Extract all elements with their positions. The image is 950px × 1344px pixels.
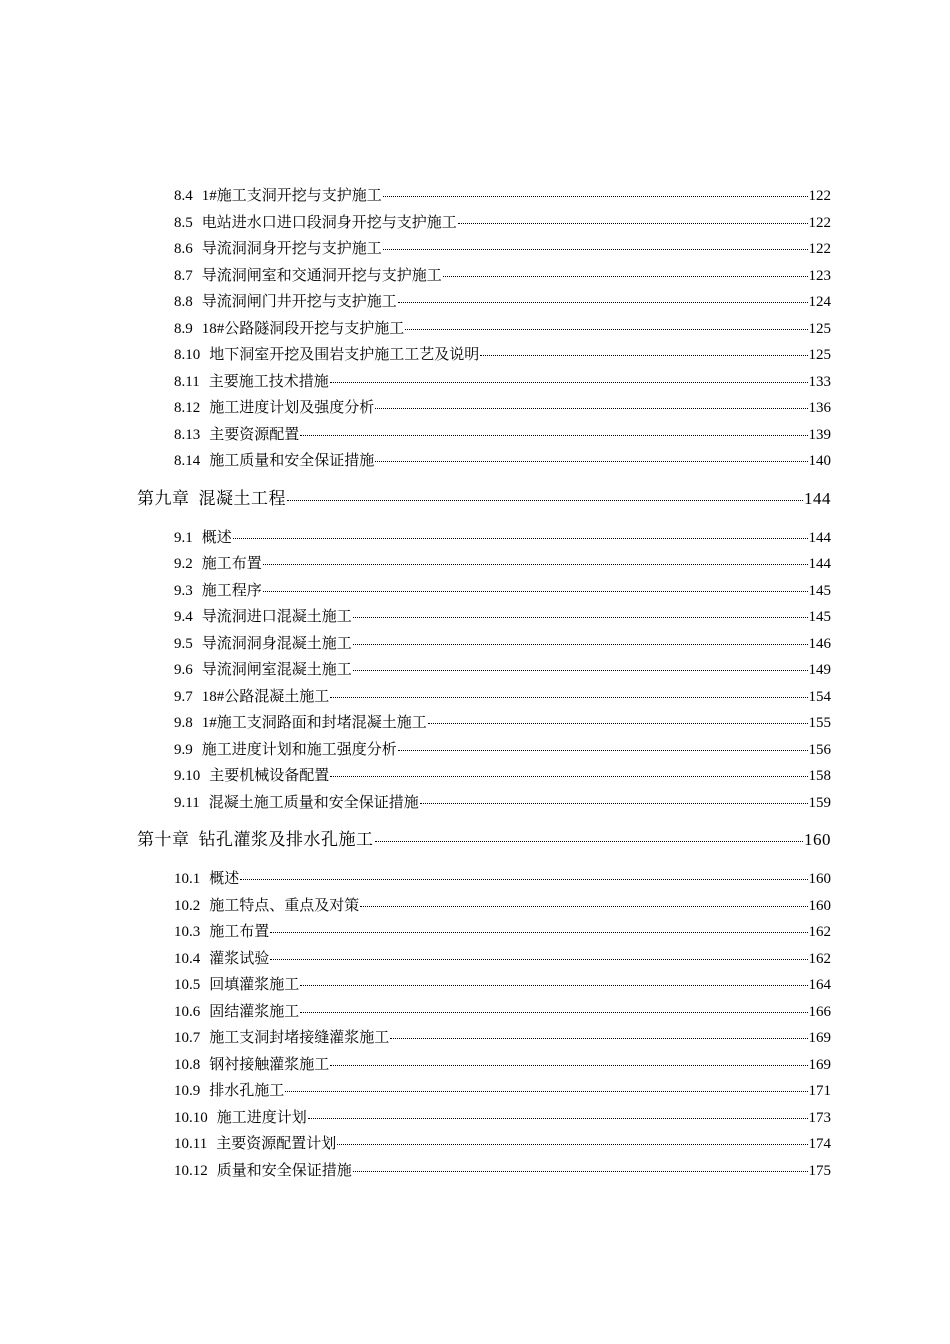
dot-leader	[287, 500, 803, 501]
entry-title: 施工程序	[201, 582, 262, 599]
dot-leader	[428, 723, 808, 724]
dot-leader	[443, 276, 808, 277]
entry-title: 导流洞闸室混凝土施工	[201, 662, 352, 678]
toc-section-entry[interactable]	[0, 343, 950, 370]
toc-section-entry[interactable]	[0, 423, 950, 450]
dot-leader	[375, 408, 807, 409]
toc-section-entry[interactable]	[0, 764, 950, 791]
dot-leader	[285, 1091, 807, 1092]
entry-title: 地下洞室开挖及围岩支护施工工艺及说明	[209, 347, 480, 363]
entry-page-number: 166	[808, 1003, 831, 1020]
entry-page-number: 169	[808, 1030, 831, 1046]
entry-title: 混凝土工程	[198, 488, 286, 508]
entry-number: 9.3	[174, 582, 193, 599]
entry-number: 8.5	[174, 214, 193, 231]
dot-leader	[300, 435, 807, 436]
dot-leader	[398, 750, 808, 751]
entry-number: 第九章	[137, 488, 190, 508]
entry-page-number: 162	[808, 924, 831, 940]
entry-title: 概述	[201, 529, 232, 546]
entry-title: 电站进水口进口段洞身开挖与支护施工	[201, 214, 457, 231]
entry-title: 回填灌浆施工	[209, 977, 300, 993]
entry-title: 排水孔施工	[209, 1083, 285, 1099]
dot-leader	[480, 355, 807, 356]
entry-title: 导流洞进口混凝土施工	[201, 609, 352, 625]
toc-section-entry[interactable]	[0, 1026, 950, 1053]
dot-leader	[300, 1012, 807, 1013]
toc-section-entry[interactable]	[0, 552, 950, 579]
entry-title: 18#公路混凝土施工	[201, 688, 330, 705]
toc-section-entry[interactable]	[0, 894, 950, 921]
dot-leader	[337, 1144, 807, 1145]
entry-number: 8.9	[174, 320, 193, 337]
entry-page-number: 140	[808, 453, 831, 469]
dot-leader	[308, 1118, 808, 1119]
dot-leader	[353, 644, 808, 645]
dot-leader	[330, 1065, 807, 1066]
dot-leader	[360, 906, 807, 907]
entry-page-number: 146	[808, 635, 831, 652]
entry-number: 9.6	[174, 662, 193, 678]
entry-page-number: 160	[808, 871, 831, 887]
toc-section-entry[interactable]	[0, 658, 950, 685]
entry-number: 9.2	[174, 556, 193, 572]
entry-title: 导流洞闸室和交通洞开挖与支护施工	[201, 267, 442, 284]
entry-number: 8.13	[174, 426, 201, 443]
toc-section-entry[interactable]	[0, 632, 950, 659]
entry-page-number: 171	[808, 1083, 831, 1099]
toc-section-entry[interactable]	[0, 370, 950, 397]
entry-page-number: 173	[808, 1109, 831, 1126]
entry-page-number: 144	[808, 556, 831, 572]
entry-number: 10.8	[174, 1056, 201, 1073]
dot-leader	[233, 538, 808, 539]
entry-number: 9.8	[174, 715, 193, 731]
dot-leader	[330, 697, 807, 698]
dot-leader	[270, 959, 807, 960]
entry-title: 灌浆试验	[209, 950, 270, 967]
toc-section-entry[interactable]	[0, 1053, 950, 1080]
toc-chapter-entry[interactable]	[0, 825, 950, 851]
toc-section-entry[interactable]	[0, 1079, 950, 1106]
entry-number: 第十章	[137, 830, 190, 849]
entry-number: 10.2	[174, 897, 201, 914]
entry-title: 导流洞闸门井开挖与支护施工	[201, 294, 397, 310]
dot-leader	[390, 1038, 807, 1039]
dot-leader	[353, 670, 808, 671]
entry-number: 8.8	[174, 294, 193, 310]
dot-leader	[353, 1171, 808, 1172]
entry-title: 质量和安全保证措施	[216, 1162, 352, 1179]
entry-page-number: 158	[808, 768, 831, 784]
entry-number: 8.4	[174, 188, 193, 204]
toc-section-entry[interactable]	[0, 947, 950, 974]
entry-number: 10.9	[174, 1083, 201, 1099]
entry-page-number: 144	[808, 529, 831, 546]
dot-leader	[458, 223, 808, 224]
entry-page-number: 122	[808, 188, 831, 204]
table-of-contents	[0, 184, 950, 1185]
entry-number: 9.11	[174, 794, 200, 811]
dot-leader	[375, 461, 807, 462]
entry-title: 混凝土施工质量和安全保证措施	[208, 794, 419, 811]
entry-title: 导流洞洞身混凝土施工	[201, 635, 352, 652]
entry-number: 10.11	[174, 1136, 208, 1152]
toc-section-entry[interactable]	[0, 526, 950, 553]
entry-page-number: 174	[808, 1136, 831, 1152]
toc-section-entry[interactable]	[0, 791, 950, 818]
entry-page-number: 160	[808, 897, 831, 914]
entry-title: 施工进度计划	[216, 1109, 307, 1126]
toc-section-entry[interactable]	[0, 685, 950, 712]
dot-leader	[405, 329, 807, 330]
entry-page-number: 122	[808, 214, 831, 231]
entry-number: 9.4	[174, 609, 193, 625]
entry-number: 9.9	[174, 741, 193, 758]
entry-number: 8.12	[174, 400, 201, 416]
dot-leader	[270, 932, 807, 933]
toc-section-entry[interactable]	[0, 237, 950, 264]
entry-number: 8.14	[174, 453, 201, 469]
entry-title: 施工进度计划和施工强度分析	[201, 741, 397, 758]
entry-number: 10.1	[174, 871, 201, 887]
entry-page-number: 156	[808, 741, 831, 758]
entry-number: 10.4	[174, 950, 201, 967]
entry-title: 施工特点、重点及对策	[209, 897, 360, 914]
toc-section-entry[interactable]	[0, 184, 950, 211]
entry-title: 导流洞洞身开挖与支护施工	[201, 241, 382, 257]
entry-number: 10.12	[174, 1162, 208, 1179]
dot-leader	[330, 382, 808, 383]
entry-page-number: 160	[804, 830, 831, 849]
entry-number: 8.11	[174, 373, 200, 390]
entry-number: 10.7	[174, 1030, 201, 1046]
entry-number: 9.10	[174, 768, 201, 784]
dot-leader	[330, 776, 807, 777]
entry-number: 9.5	[174, 635, 193, 652]
entry-page-number: 144	[804, 488, 831, 508]
entry-page-number: 123	[808, 267, 831, 284]
entry-page-number: 124	[808, 294, 831, 310]
entry-title: 固结灌浆施工	[209, 1003, 300, 1020]
entry-page-number: 145	[808, 582, 831, 599]
entry-number: 10.6	[174, 1003, 201, 1020]
entry-page-number: 175	[808, 1162, 831, 1179]
entry-page-number: 155	[808, 715, 831, 731]
dot-leader	[263, 564, 808, 565]
toc-section-entry[interactable]	[0, 396, 950, 423]
toc-section-entry[interactable]	[0, 290, 950, 317]
toc-section-entry[interactable]	[0, 605, 950, 632]
toc-section-entry[interactable]	[0, 211, 950, 238]
entry-title: 1#施工支洞开挖与支护施工	[201, 188, 382, 204]
entry-page-number: 136	[808, 400, 831, 416]
toc-section-entry[interactable]	[0, 317, 950, 344]
entry-page-number: 125	[808, 320, 831, 337]
entry-title: 钢衬接触灌浆施工	[209, 1056, 330, 1073]
entry-page-number: 122	[808, 241, 831, 257]
entry-page-number: 125	[808, 347, 831, 363]
toc-section-entry[interactable]	[0, 1106, 950, 1133]
entry-page-number: 162	[808, 950, 831, 967]
entry-number: 10.5	[174, 977, 201, 993]
toc-section-entry[interactable]	[0, 738, 950, 765]
entry-title: 1#施工支洞路面和封堵混凝土施工	[201, 715, 427, 731]
entry-page-number: 139	[808, 426, 831, 443]
toc-section-entry[interactable]	[0, 920, 950, 947]
toc-section-entry[interactable]	[0, 579, 950, 606]
toc-section-entry[interactable]	[0, 1159, 950, 1186]
entry-number: 9.1	[174, 529, 193, 546]
entry-title: 主要资源配置计划	[216, 1136, 337, 1152]
entry-page-number: 149	[808, 662, 831, 678]
entry-number: 8.7	[174, 267, 193, 284]
dot-leader	[383, 249, 808, 250]
entry-title: 主要机械设备配置	[209, 768, 330, 784]
entry-number: 8.10	[174, 347, 201, 363]
toc-section-entry[interactable]	[0, 1132, 950, 1159]
toc-section-entry[interactable]	[0, 973, 950, 1000]
entry-page-number: 154	[808, 688, 831, 705]
entry-title: 18#公路隧洞段开挖与支护施工	[201, 320, 405, 337]
entry-number: 10.3	[174, 924, 201, 940]
toc-section-entry[interactable]	[0, 711, 950, 738]
entry-title: 施工支洞封堵接缝灌浆施工	[209, 1030, 390, 1046]
entry-title: 施工布置	[209, 924, 270, 940]
entry-title: 施工质量和安全保证措施	[209, 453, 375, 469]
toc-section-entry[interactable]	[0, 449, 950, 476]
dot-leader	[383, 196, 808, 197]
toc-section-entry[interactable]	[0, 264, 950, 291]
entry-number: 8.6	[174, 241, 193, 257]
entry-page-number: 169	[808, 1056, 831, 1073]
entry-page-number: 164	[808, 977, 831, 993]
entry-number: 10.10	[174, 1109, 208, 1126]
dot-leader	[263, 591, 808, 592]
toc-section-entry[interactable]	[0, 867, 950, 894]
entry-title: 主要资源配置	[209, 426, 300, 443]
dot-leader	[300, 985, 807, 986]
dot-leader	[420, 803, 808, 804]
dot-leader	[375, 841, 804, 842]
entry-title: 主要施工技术措施	[208, 373, 329, 390]
dot-leader	[398, 302, 808, 303]
entry-title: 施工进度计划及强度分析	[209, 400, 375, 416]
entry-number: 9.7	[174, 688, 193, 705]
entry-title: 概述	[209, 871, 240, 887]
dot-leader	[240, 879, 807, 880]
dot-leader	[353, 617, 808, 618]
toc-section-entry[interactable]	[0, 1000, 950, 1027]
entry-page-number: 159	[808, 794, 831, 811]
entry-page-number: 145	[808, 609, 831, 625]
entry-title: 施工布置	[201, 556, 262, 572]
toc-chapter-entry[interactable]	[0, 484, 950, 510]
entry-title: 钻孔灌浆及排水孔施工	[198, 830, 374, 849]
entry-page-number: 133	[808, 373, 831, 390]
